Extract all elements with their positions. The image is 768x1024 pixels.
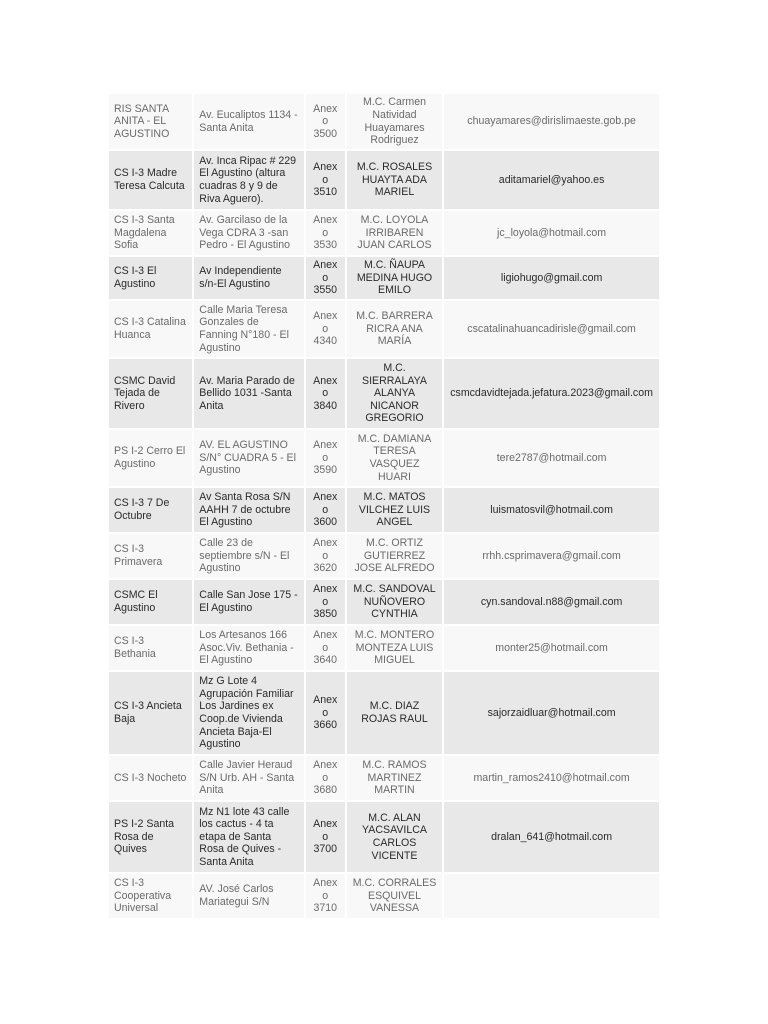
- table-row: [109, 802, 659, 872]
- email-cell[interactable]: tere2787@hotmail.com: [444, 430, 659, 486]
- anexo-cell: Anexo 3590: [306, 430, 345, 486]
- table-row: [109, 257, 659, 299]
- facility-name-cell: RIS SANTA ANITA - EL AGUSTINO: [109, 94, 192, 149]
- address-cell: Los Artesanos 166 Asoc.Viv. Bethania - El Agustino: [194, 626, 303, 670]
- email-cell[interactable]: sajorzaidluar@hotmail.com: [444, 672, 659, 754]
- directory-body: [109, 94, 659, 918]
- address-cell: Calle San Jose 175 - El Agustino: [194, 580, 303, 624]
- email-cell[interactable]: jc_loyola@hotmail.com: [444, 211, 659, 255]
- table-row: [109, 94, 659, 149]
- facility-name-cell: CSMC David Tejada de Rivero: [109, 359, 192, 428]
- table-row: [109, 756, 659, 800]
- email-cell[interactable]: rrhh.csprimavera@gmail.com: [444, 534, 659, 578]
- address-cell: Av. Maria Parado de Bellido 1031 -Santa Anita: [194, 359, 303, 428]
- doctor-name-cell: M.C. ÑAUPA MEDINA HUGO EMILO: [347, 257, 442, 299]
- email-cell[interactable]: chuayamares@dirislimaeste.gob.pe: [444, 94, 659, 149]
- anexo-cell: Anexo 3700: [306, 802, 345, 872]
- email-cell[interactable]: csmcdavidtejada.jefatura.2023@gmail.com: [444, 359, 659, 428]
- anexo-cell: Anexo 3850: [306, 580, 345, 624]
- table-row: [109, 430, 659, 486]
- facility-name-cell: CS I-3 Catalina Huanca: [109, 301, 192, 357]
- facility-name-cell: CS I-3 Ancieta Baja: [109, 672, 192, 754]
- doctor-name-cell: M.C. MATOS VILCHEZ LUIS ANGEL: [347, 488, 442, 532]
- facility-name-cell: CS I-3 Madre Teresa Calcuta: [109, 151, 192, 209]
- anexo-cell: Anexo 3550: [306, 257, 345, 299]
- table-row: [109, 359, 659, 428]
- address-cell: Av. Eucaliptos 1134 - Santa Anita: [194, 94, 303, 149]
- address-cell: AV. EL AGUSTINO S/N° CUADRA 5 - El Agustino: [194, 430, 303, 486]
- address-cell: Av Santa Rosa S/N AAHH 7 de octubre El Agustino: [194, 488, 303, 532]
- table-row: [109, 580, 659, 624]
- email-cell[interactable]: aditamariel@yahoo.es: [444, 151, 659, 209]
- table-row: [109, 672, 659, 754]
- facility-name-cell: CS I-3 Nocheto: [109, 756, 192, 800]
- anexo-cell: Anexo 3620: [306, 534, 345, 578]
- anexo-cell: Anexo 3840: [306, 359, 345, 428]
- anexo-cell: Anexo 3600: [306, 488, 345, 532]
- doctor-name-cell: M.C. LOYOLA IRRIBAREN JUAN CARLOS: [347, 211, 442, 255]
- address-cell: Mz N1 lote 43 calle los cactus - 4 ta etapa de Santa Rosa de Quives - Santa Anita: [194, 802, 303, 872]
- anexo-cell: Anexo 3510: [306, 151, 345, 209]
- table-row: [109, 626, 659, 670]
- address-cell: Calle Maria Teresa Gonzales de Fanning N°180 - El Agustino: [194, 301, 303, 357]
- email-cell[interactable]: luismatosvil@hotmail.com: [444, 488, 659, 532]
- doctor-name-cell: M.C. Carmen Natividad Huayamares Rodriguez: [347, 94, 442, 149]
- anexo-cell: Anexo 3640: [306, 626, 345, 670]
- table-row: [109, 211, 659, 255]
- facility-name-cell: CS I-3 7 De Octubre: [109, 488, 192, 532]
- address-cell: AV. José Carlos Mariategui S/N: [194, 874, 303, 918]
- anexo-cell: Anexo 3660: [306, 672, 345, 754]
- doctor-name-cell: M.C. ROSALES HUAYTA ADA MARIEL: [347, 151, 442, 209]
- doctor-name-cell: M.C. ORTIZ GUTIERREZ JOSE ALFREDO: [347, 534, 442, 578]
- anexo-cell: Anexo 3530: [306, 211, 345, 255]
- table-row: [109, 534, 659, 578]
- doctor-name-cell: M.C. DIAZ ROJAS RAUL: [347, 672, 442, 754]
- email-cell[interactable]: monter25@hotmail.com: [444, 626, 659, 670]
- address-cell: Av. Garcilaso de la Vega CDRA 3 -san Pedro - El Agustino: [194, 211, 303, 255]
- anexo-cell: Anexo 3710: [306, 874, 345, 918]
- doctor-name-cell: M.C. DAMIANA TERESA VASQUEZ HUARI: [347, 430, 442, 486]
- email-cell[interactable]: dralan_641@hotmail.com: [444, 802, 659, 872]
- email-cell[interactable]: martin_ramos2410@hotmail.com: [444, 756, 659, 800]
- health-center-directory-table: [107, 92, 661, 920]
- facility-name-cell: CS I-3 Cooperativa Universal: [109, 874, 192, 918]
- anexo-cell: Anexo 4340: [306, 301, 345, 357]
- facility-name-cell: CSMC El Agustino: [109, 580, 192, 624]
- address-cell: Calle 23 de septiembre s/N - El Agustino: [194, 534, 303, 578]
- table-row: [109, 874, 659, 918]
- facility-name-cell: PS I-2 Santa Rosa de Quives: [109, 802, 192, 872]
- table-row: [109, 151, 659, 209]
- doctor-name-cell: M.C. SIERRALAYA ALANYA NICANOR GREGORIO: [347, 359, 442, 428]
- doctor-name-cell: M.C. RAMOS MARTINEZ MARTIN: [347, 756, 442, 800]
- facility-name-cell: CS I-3 El Agustino: [109, 257, 192, 299]
- facility-name-cell: CS I-3 Primavera: [109, 534, 192, 578]
- table-row: [109, 301, 659, 357]
- anexo-cell: Anexo 3680: [306, 756, 345, 800]
- address-cell: Av. Inca Ripac # 229 El Agustino (altura cuadras 8 y 9 de Riva Aguero).: [194, 151, 303, 209]
- doctor-name-cell: M.C. SANDOVAL NUÑOVERO CYNTHIA: [347, 580, 442, 624]
- doctor-name-cell: M.C. MONTERO MONTEZA LUIS MIGUEL: [347, 626, 442, 670]
- table-row: [109, 488, 659, 532]
- address-cell: Mz G Lote 4 Agrupación Familiar Los Jardines ex Coop.de Vivienda Ancieta Baja-El Agustino: [194, 672, 303, 754]
- email-cell[interactable]: cyn.sandoval.n88@gmail.com: [444, 580, 659, 624]
- address-cell: Calle Javier Heraud S/N Urb. AH - Santa Anita: [194, 756, 303, 800]
- email-cell[interactable]: ligiohugo@gmail.com: [444, 257, 659, 299]
- doctor-name-cell: M.C. ALAN YACSAVILCA CARLOS VICENTE: [347, 802, 442, 872]
- doctor-name-cell: M.C. BARRERA RICRA ANA MARÍA: [347, 301, 442, 357]
- email-cell[interactable]: cscatalinahuancadirisle@gmail.com: [444, 301, 659, 357]
- address-cell: Av Independiente s/n-El Agustino: [194, 257, 303, 299]
- facility-name-cell: CS I-3 Bethania: [109, 626, 192, 670]
- anexo-cell: Anexo 3500: [306, 94, 345, 149]
- facility-name-cell: CS I-3 Santa Magdalena Sofia: [109, 211, 192, 255]
- facility-name-cell: PS I-2 Cerro El Agustino: [109, 430, 192, 486]
- doctor-name-cell: M.C. CORRALES ESQUIVEL VANESSA: [347, 874, 442, 918]
- email-cell[interactable]: [444, 874, 659, 918]
